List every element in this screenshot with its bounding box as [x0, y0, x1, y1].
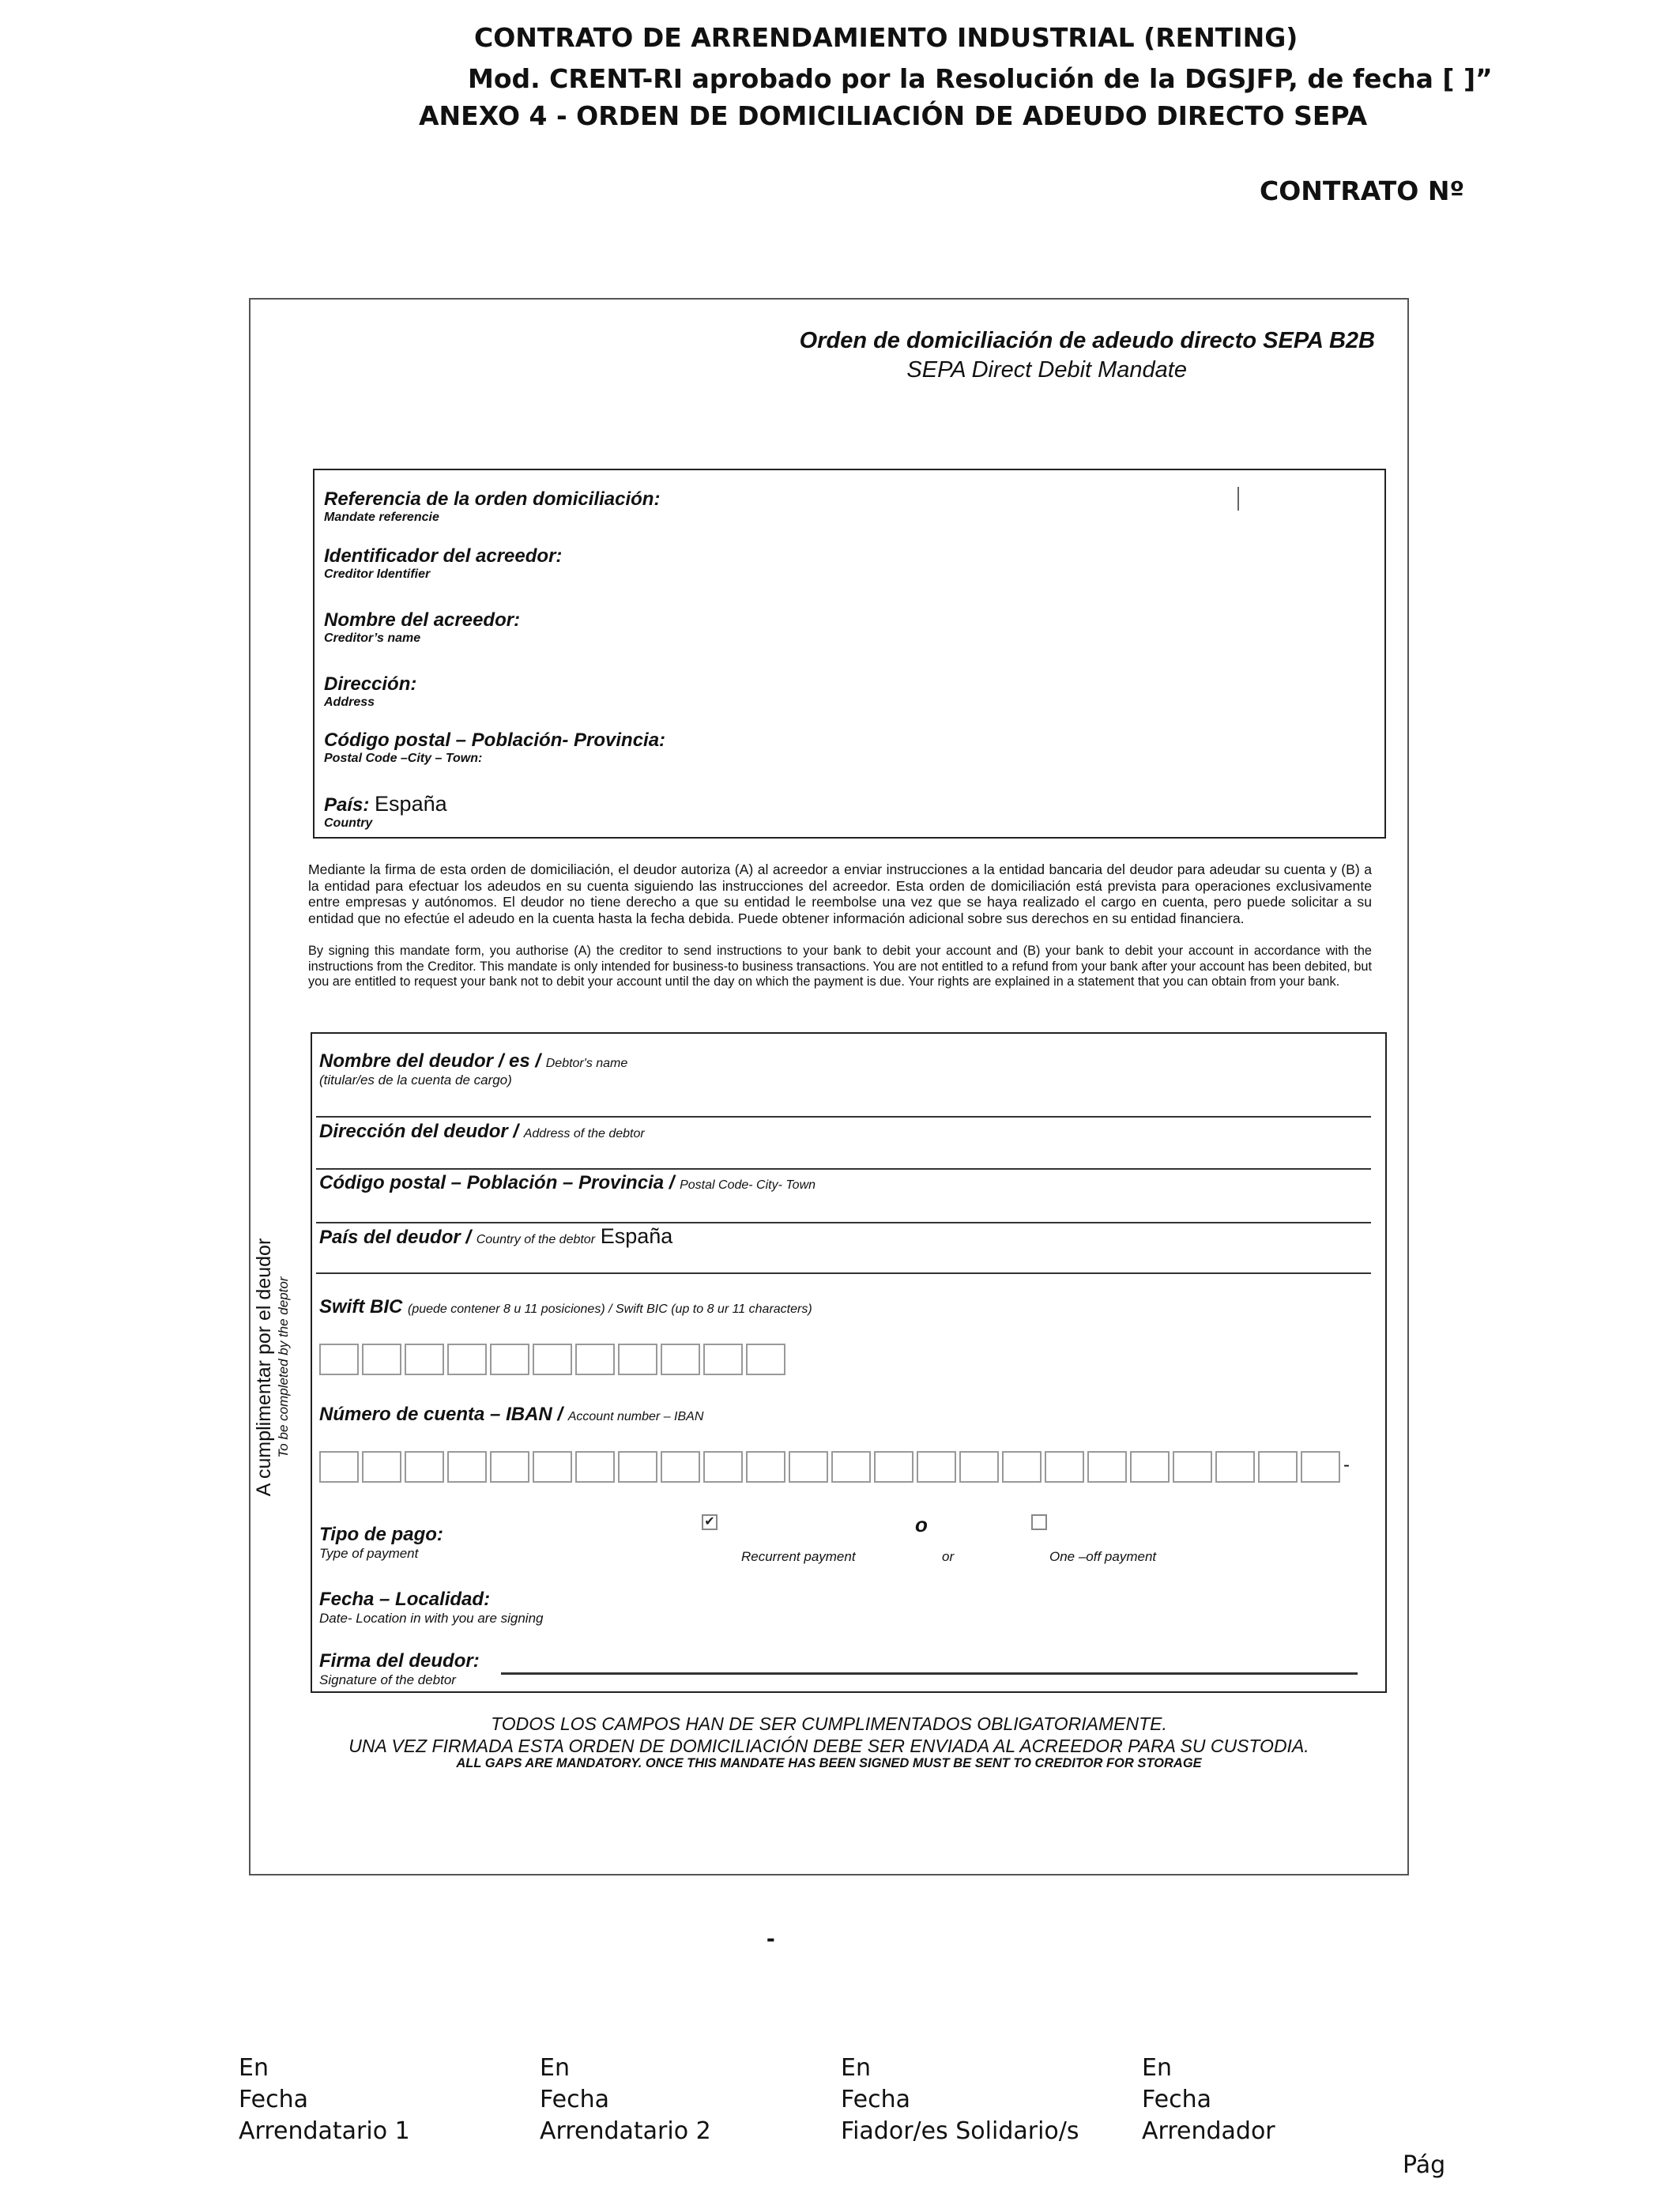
- creditor-field-address[interactable]: Dirección: Address: [324, 673, 417, 709]
- signature-block-4: En Fecha Arrendador: [1142, 2054, 1275, 2145]
- swift-bic-input[interactable]: [319, 1344, 789, 1375]
- debtor-postal-field[interactable]: Código postal – Población – Provincia / Postal Code- City- Town: [319, 1172, 816, 1193]
- debtor-postal-line: [316, 1222, 1371, 1223]
- footer-note-2: UNA VEZ FIRMADA ESTA ORDEN DE DOMICILIACIÓN DEBE SER ENVIADA AL ACREEDOR PARA SU CUSTODIA.: [348, 1736, 1309, 1756]
- legal-text-en: By signing this mandate form, you authorise (A) the creditor to send instructions to your bank to debit your account and (B) your bank to debit your account in accordance with the instructions from the Creditor. This mandate is only intended for business-to business transactions. You are not entitled to a refund from your bank after your account has been debited, but you are entitled to request your bank not to debit your account until the day on which the payment is due. Your rights are explained in a statement that you can obtain from your bank.: [308, 944, 1372, 990]
- legal-text-es: Mediante la firma de esta orden de domiciliación, el deudor autoriza (A) al acreedor a enviar instrucciones a la entidad bancaria del deudor para adeudar su cuenta y (B) a la entidad para efectuar los adeudos en su cuenta siguiendo las instrucciones del acreedor. Esta orden de domiciliación está prevista para operaciones exclusivamente entre empresas y autónomos. El deudor no tiene derecho a que su entidad le reembolse una vez que se haya realizado el cargo en cuenta, pero puede solicitar a su entidad que no efectúe el adeudo en la cuenta hasta la fecha debida. Puede obtener información adicional sobre sus derechos en su entidad financiera.: [308, 861, 1372, 926]
- iban-dash: -: [1343, 1454, 1350, 1476]
- debtor-country-line: [316, 1272, 1371, 1274]
- separator-dash: -: [767, 1924, 775, 1952]
- signature-block-2: En Fecha Arrendatario 2: [540, 2054, 711, 2145]
- signature-line: [501, 1672, 1358, 1675]
- creditor-field-reference[interactable]: Referencia de la orden domiciliación: Mandate referencie: [324, 488, 661, 524]
- date-location-field[interactable]: Fecha – Localidad: Date- Location in with you are signing: [319, 1589, 544, 1626]
- recurrent-label: Recurrent payment: [741, 1549, 856, 1564]
- page-number: Pág: [1403, 2151, 1446, 2179]
- debtor-address-field[interactable]: Dirección del deudor / Address of the debtor: [319, 1121, 645, 1142]
- form-title: Orden de domiciliación de adeudo directo SEPA B2B: [799, 328, 1375, 353]
- cursor-mark: [1237, 487, 1239, 511]
- iban-label: Número de cuenta – IBAN / Account number – IBAN: [319, 1404, 704, 1425]
- creditor-country-value: España: [375, 792, 447, 816]
- one-off-checkbox[interactable]: [1031, 1514, 1047, 1530]
- iban-input[interactable]: [319, 1451, 1343, 1483]
- signature-block-3: En Fecha Fiador/es Solidario/s: [841, 2054, 1079, 2145]
- debtor-address-line: [316, 1168, 1371, 1170]
- creditor-field-identifier[interactable]: Identificador del acreedor: Creditor Identifier: [324, 545, 563, 581]
- side-label: A cumplimentar por el deudor To be completed by the deptor: [253, 1238, 291, 1497]
- header-model: Mod. CRENT-RI aprobado por la Resolución de la DGSJFP, de fecha [ ]”: [468, 63, 1493, 94]
- or-bold: o: [915, 1513, 928, 1536]
- signature-field[interactable]: Firma del deudor: Signature of the debtor: [319, 1650, 480, 1687]
- or-label: or: [942, 1549, 955, 1564]
- header-title: CONTRATO DE ARRENDAMIENTO INDUSTRIAL (RENTING): [474, 22, 1298, 53]
- contract-number: CONTRATO Nº: [1260, 175, 1465, 206]
- creditor-field-country[interactable]: País: España Country: [324, 792, 447, 830]
- header-annex: ANEXO 4 - ORDEN DE DOMICILIACIÓN DE ADEUDO DIRECTO SEPA: [419, 100, 1368, 131]
- debtor-name-line: [316, 1116, 1371, 1118]
- creditor-field-name[interactable]: Nombre del acreedor: Creditor’s name: [324, 609, 521, 645]
- signature-block-1: En Fecha Arrendatario 1: [239, 2054, 410, 2145]
- debtor-country-value: España: [600, 1224, 673, 1248]
- debtor-name-field[interactable]: Nombre del deudor / es / Debtor's name (titular/es de la cuenta de cargo): [319, 1050, 628, 1088]
- swift-label: Swift BIC (puede contener 8 u 11 posiciones) / Swift BIC (up to 8 ur 11 characters): [319, 1296, 812, 1318]
- footer-note-1: TODOS LOS CAMPOS HAN DE SER CUMPLIMENTADOS OBLIGATORIAMENTE.: [491, 1713, 1167, 1734]
- recurrent-checkbox[interactable]: ✔: [702, 1514, 718, 1530]
- footer-note-en: ALL GAPS ARE MANDATORY. ONCE THIS MANDATE HAS BEEN SIGNED MUST BE SENT TO CREDITOR FOR STORAGE: [456, 1756, 1202, 1770]
- debtor-country-field[interactable]: País del deudor / Country of the debtor España: [319, 1224, 673, 1248]
- creditor-field-postal[interactable]: Código postal – Población- Provincia: Postal Code –City – Town:: [324, 729, 666, 765]
- one-off-label: One –off payment: [1049, 1549, 1157, 1564]
- form-subtitle: SEPA Direct Debit Mandate: [906, 357, 1187, 383]
- payment-type-label: Tipo de pago: Type of payment: [319, 1524, 443, 1561]
